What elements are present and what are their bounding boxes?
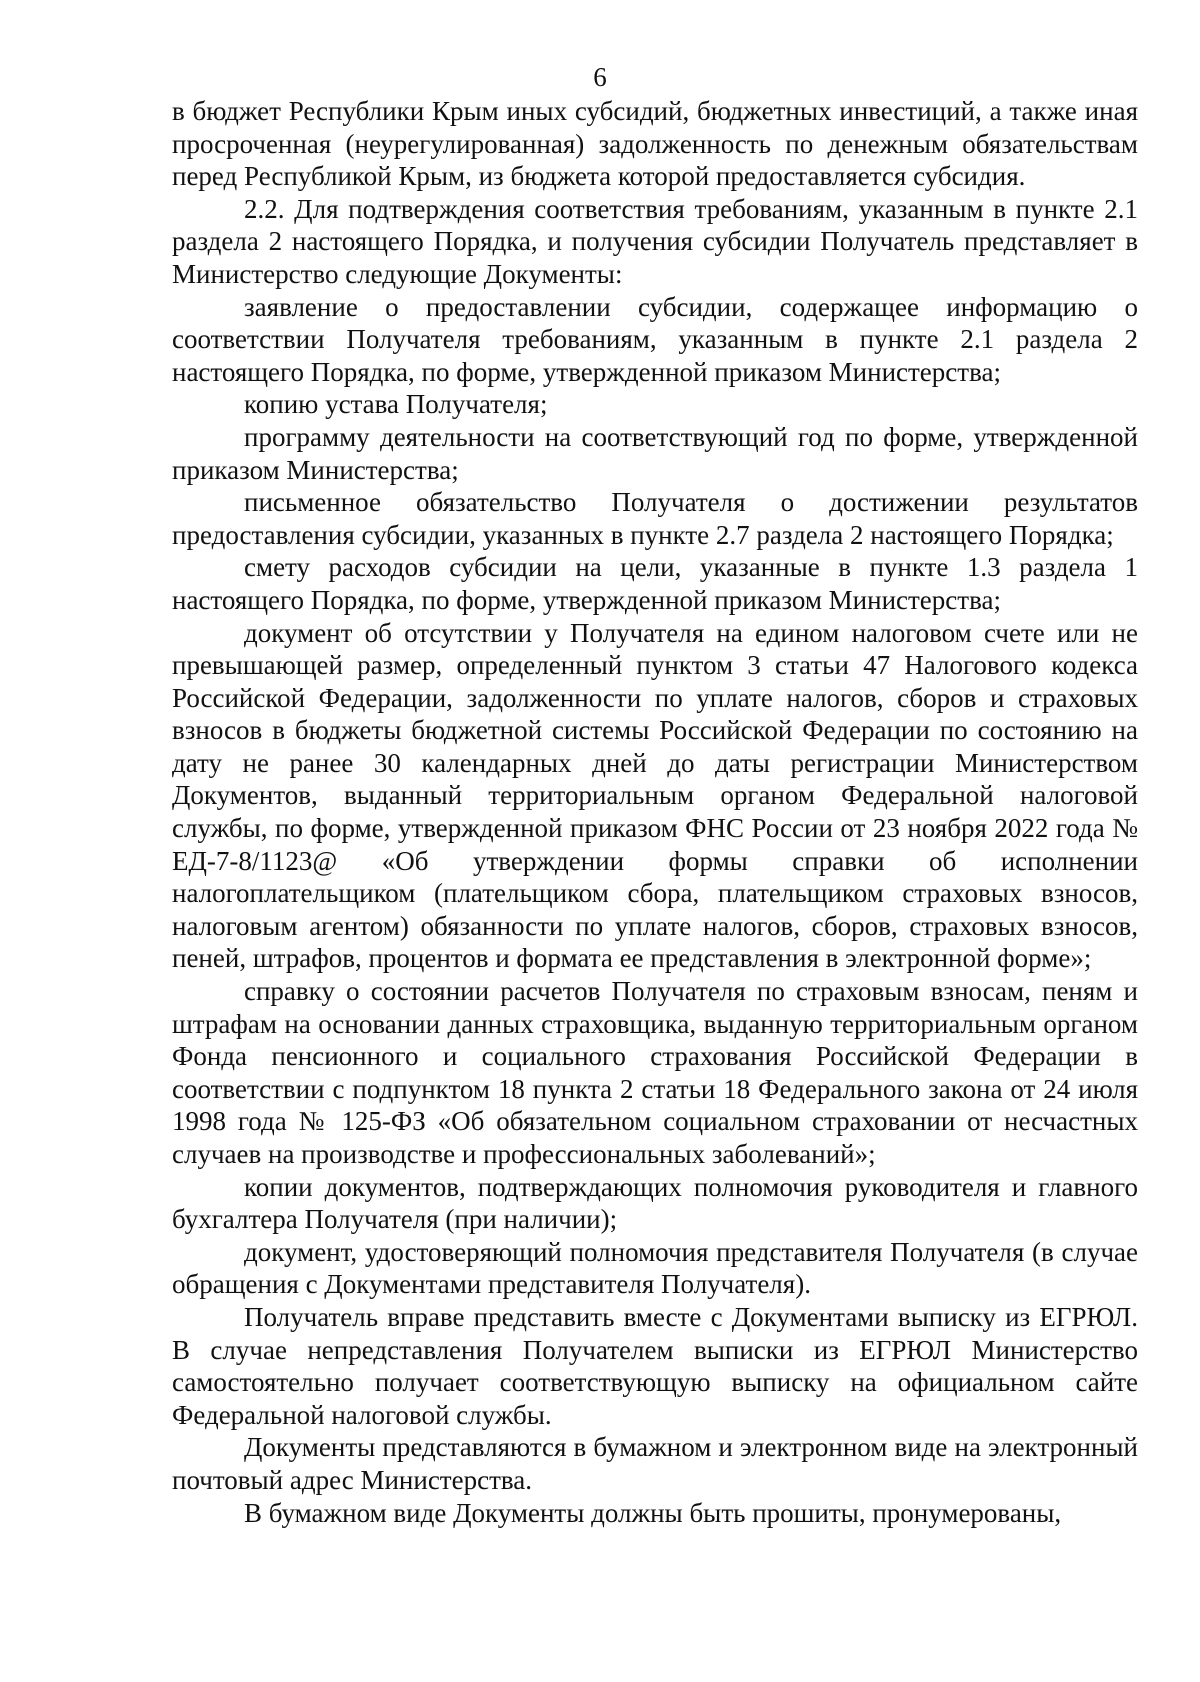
paragraph: Получатель вправе представить вместе с Документами выписку из ЕГРЮЛ. В случае непредставления Получателем выписки из ЕГРЮЛ Министерство самостоятельно получает соответствующую выписку на официальном сайте Федеральной налоговой службы.: [172, 1301, 1138, 1430]
body-text: [172, 95, 1138, 1529]
paragraph: копию устава Получателя;: [244, 389, 548, 420]
paragraph: программу деятельности на соответствующий год по форме, утвержденной приказом Министерства;: [172, 421, 1138, 485]
paragraph: 2.2. Для подтверждения соответствия требованиям, указанным в пункте 2.1 раздела 2 настоящего Порядка, и получения субсидии Получатель представляет в Министерство следующие Документы:: [172, 193, 1138, 289]
paragraph: письменное обязательство Получателя о достижении результатов предоставления субсидии, указанных в пункте 2.7 раздела 2 настоящего Порядка;: [172, 487, 1138, 550]
paragraph: в бюджет Республики Крым иных субсидий, бюджетных инвестиций, а также иная просроченная (неурегулированная) задолженность по денежным обязательствам перед Республикой Крым, из бюджета которой предоставляется субсидия.: [172, 96, 1138, 192]
paragraph: В бумажном виде Документы должны быть прошиты, пронумерованы,: [244, 1497, 1062, 1528]
paragraph: смету расходов субсидии на цели, указанные в пункте 1.3 раздела 1 настоящего Порядка, по форме, утвержденной приказом Министерства;: [172, 552, 1138, 615]
paragraph: заявление о предоставлении субсидии, содержащее информацию о соответствии Получателя требованиям, указанным в пункте 2.1 раздела 2 настоящего Порядка, по форме, утвержденной приказом Министерства;: [172, 291, 1138, 387]
paragraph: документ об отсутствии у Получателя на едином налоговом счете или не превышающей размер, определенный пунктом 3 статьи 47 Налогового кодекса Российской Федерации, задолженности по уплате налогов, сборов и страховых взносов в бюджеты бюджетной системы Российской Федерации по состоянию на дату не ранее 30 календарных дней до даты регистрации Министерством Документов, выданный территориальным органом Федеральной налоговой службы, по форме, утвержденной приказом ФНС России от 23 ноября 2022 года № ЕД-7-8/1123@ «Об утверждении формы справки об исполнении налогоплательщиком (плательщиком сбора, плательщиком страховых взносов, налоговым агентом) обязанности по уплате налогов, сборов, страховых взносов, пеней, штрафов, процентов и формата ее представления в электронной форме»;: [172, 617, 1138, 974]
paragraph: Документы представляются в бумажном и электронном виде на электронный почтовый адрес Министерства.: [172, 1432, 1138, 1495]
paragraph: справку о состоянии расчетов Получателя по страховым взносам, пеням и штрафам на основании данных страховщика, выданную территориальным органом Фонда пенсионного и социального страхования Российской Федерации в соответствии с подпунктом 18 пункта 2 статьи 18 Федерального закона от 24 июля 1998 года № 125-ФЗ «Об обязательном социальном страховании от несчастных случаев на производстве и профессиональных заболеваний»;: [172, 976, 1138, 1169]
page-number: 6: [593, 62, 607, 92]
paragraph: копии документов, подтверждающих полномочия руководителя и главного бухгалтера Получателя (при наличии);: [172, 1171, 1138, 1235]
paragraph: документ, удостоверяющий полномочия представителя Получателя (в случае обращения с Документами представителя Получателя).: [172, 1236, 1138, 1300]
